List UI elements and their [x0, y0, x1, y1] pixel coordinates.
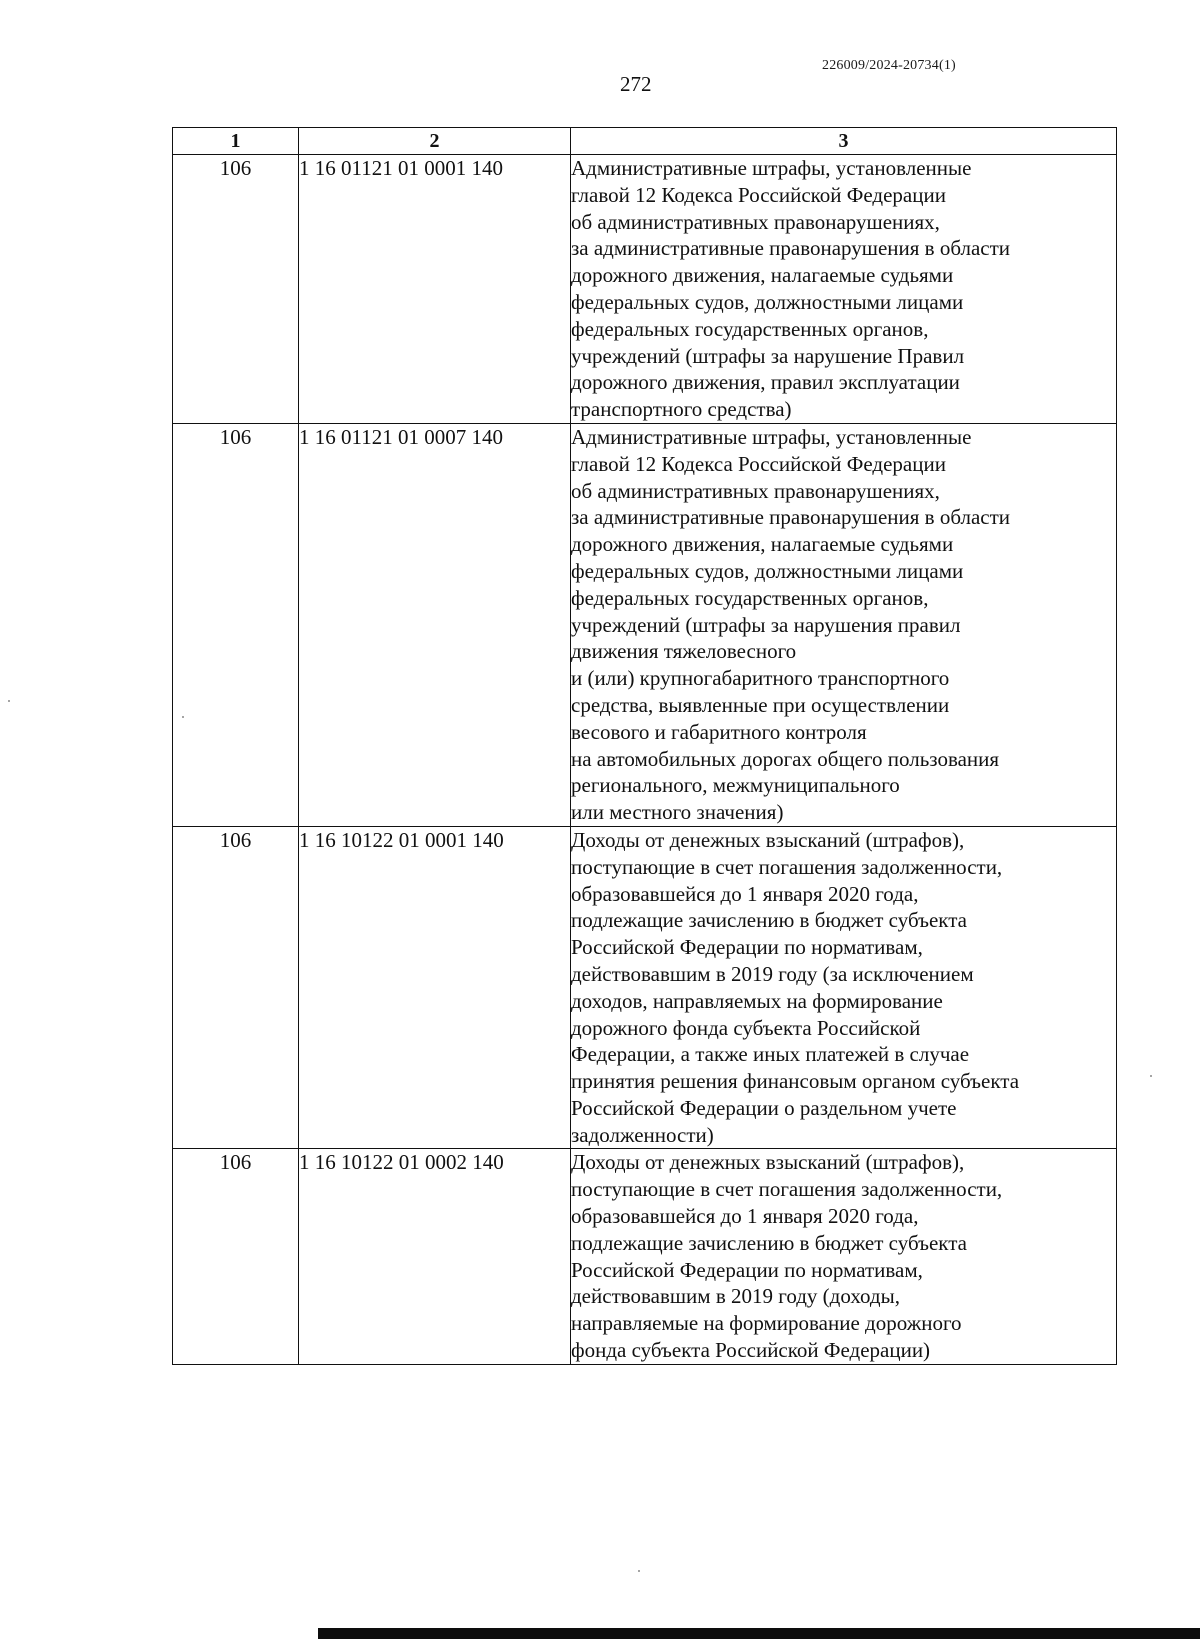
description-line: за административные правонарушения в области [571, 505, 1011, 530]
description-line: дорожного движения, правил эксплуатации [571, 370, 960, 395]
administrator-code-cell: 106 [173, 155, 299, 424]
column-header-1: 1 [173, 128, 299, 155]
revenue-description-cell [571, 1149, 1117, 1364]
description-line: регионального, межмуниципального [571, 773, 900, 798]
description-line: образовавшейся до 1 января 2020 года, [571, 1204, 919, 1229]
revenue-description-cell [571, 423, 1117, 826]
table-header [173, 128, 1117, 155]
description-line: главой 12 Кодекса Российской Федерации [571, 182, 946, 207]
description-line: Федерации, а также иных платежей в случае [571, 1042, 970, 1067]
description-line: Доходы от денежных взысканий (штрафов), [571, 1150, 965, 1175]
page-number: 272 [620, 72, 652, 96]
description-line: Административные штрафы, установленные [571, 156, 972, 180]
description-line: действовавшим в 2019 году (доходы, [571, 1284, 900, 1309]
column-header-2: 2 [299, 128, 571, 155]
description-line: подлежащие зачислению в бюджет субъекта [571, 908, 967, 933]
description-line: федеральных судов, должностными лицами [571, 558, 964, 583]
description-line: об административных правонарушениях, [571, 478, 940, 503]
description-line: транспортного средства) [571, 397, 792, 422]
revenue-code-cell: 1 16 10122 01 0001 140 [299, 826, 571, 1149]
description-line: направляемые на формирование дорожного [571, 1311, 962, 1336]
table-row [173, 1149, 1117, 1364]
table-row [173, 155, 1117, 424]
description-line: учреждений (штрафы за нарушение Правил [571, 343, 965, 368]
administrator-code-cell: 106 [173, 1149, 299, 1364]
description-line: доходов, направляемых на формирование [571, 988, 943, 1013]
table-body [173, 155, 1117, 1365]
table-row [173, 423, 1117, 826]
description-line: образовавшейся до 1 января 2020 года, [571, 881, 919, 906]
scan-edge-bar [318, 1628, 1200, 1639]
revenue-code-cell: 1 16 01121 01 0001 140 [299, 155, 571, 424]
description-line: фонда субъекта Российской Федерации) [571, 1338, 931, 1363]
description-line: подлежащие зачислению в бюджет субъекта [571, 1230, 967, 1255]
description-line: дорожного движения, налагаемые судьями [571, 532, 954, 557]
description-line: действовавшим в 2019 году (за исключением [571, 961, 974, 986]
description-line: средства, выявленные при осуществлении [571, 692, 950, 717]
administrator-code-cell: 106 [173, 423, 299, 826]
description-line: учреждений (штрафы за нарушения правил [571, 612, 961, 637]
fees-table [172, 127, 1117, 1365]
description-line: об административных правонарушениях, [571, 209, 940, 234]
revenue-code-cell: 1 16 01121 01 0007 140 [299, 423, 571, 826]
table-row [173, 826, 1117, 1149]
revenue-description-cell [571, 826, 1117, 1149]
description-line: или местного значения) [571, 800, 784, 825]
description-line: задолженности) [571, 1122, 714, 1147]
description-line: весового и габаритного контроля [571, 719, 867, 744]
description-line: главой 12 Кодекса Российской Федерации [571, 451, 946, 476]
header-row [173, 128, 1117, 155]
description-line: и (или) крупногабаритного транспортного [571, 666, 950, 691]
description-line: за административные правонарушения в области [571, 236, 1011, 261]
description-line: движения тяжеловесного [571, 639, 797, 664]
description-line: поступающие в счет погашения задолженности, [571, 854, 1003, 879]
scan-speck [1150, 1075, 1152, 1077]
document-id: 226009/2024-20734(1) [822, 58, 956, 73]
description-line: дорожного фонда субъекта Российской [571, 1015, 921, 1040]
description-line: федеральных государственных органов, [571, 316, 929, 341]
revenue-description-cell [571, 155, 1117, 424]
administrator-code-cell: 106 [173, 826, 299, 1149]
scan-speck [182, 716, 184, 718]
description-line: Российской Федерации по нормативам, [571, 935, 923, 960]
scan-speck [638, 1570, 640, 1572]
description-line: Российской Федерации о раздельном учете [571, 1095, 957, 1120]
description-line: федеральных государственных органов, [571, 585, 929, 610]
description-line: на автомобильных дорогах общего пользования [571, 746, 1000, 771]
revenue-code-cell: 1 16 10122 01 0002 140 [299, 1149, 571, 1364]
description-line: Доходы от денежных взысканий (штрафов), [571, 827, 965, 852]
description-line: принятия решения финансовым органом субъекта [571, 1069, 1020, 1094]
description-line: Административные штрафы, установленные [571, 424, 972, 449]
description-line: поступающие в счет погашения задолженности, [571, 1177, 1003, 1202]
description-line: федеральных судов, должностными лицами [571, 289, 964, 314]
description-line: дорожного движения, налагаемые судьями [571, 263, 954, 288]
scan-speck [8, 700, 10, 702]
column-header-3: 3 [571, 128, 1117, 155]
description-line: Российской Федерации по нормативам, [571, 1257, 923, 1282]
